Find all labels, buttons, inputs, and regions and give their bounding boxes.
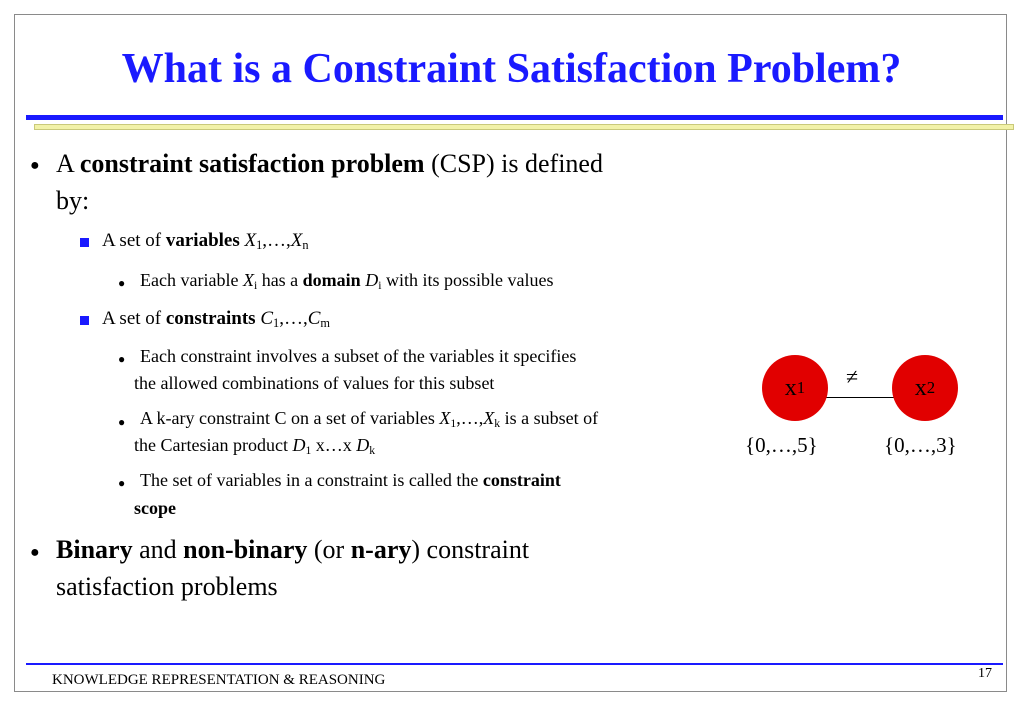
term-binary: Binary — [56, 535, 133, 564]
slide-title: What is a Constraint Satisfaction Problem? — [121, 46, 902, 92]
variable-node-x1 — [762, 355, 828, 421]
math-var: C — [260, 308, 274, 329]
footer-rule — [26, 663, 1003, 665]
text-fragment: ,…, — [456, 408, 484, 428]
bullet-dot-icon: ● — [30, 544, 40, 561]
text-fragment: with its possible values — [381, 270, 554, 290]
math-sub: k — [494, 416, 501, 430]
term-csp: constraint satisfaction problem — [79, 149, 425, 178]
math-sub: 1 — [305, 443, 312, 457]
text-fragment: (or — [307, 535, 351, 564]
term-constraints: constraints — [165, 308, 256, 329]
text-fragment: A k-ary constraint C on a set of variables — [140, 408, 440, 428]
text-fragment: has a — [257, 270, 303, 290]
text-fragment: (CSP) is defined — [424, 149, 603, 178]
text-fragment: A set of — [102, 230, 166, 251]
math-sub: i — [253, 278, 258, 292]
node-label: x — [784, 374, 797, 401]
subsubbullet-constraint-subset-cont: the allowed combinations of values for this subset — [134, 373, 495, 393]
text-fragment: the Cartesian product — [134, 435, 293, 455]
math-var: X — [483, 408, 495, 428]
math-sub: m — [320, 316, 330, 331]
bullet-dot-icon: ● — [118, 415, 126, 429]
text-fragment: and — [132, 535, 184, 564]
math-var: D — [365, 270, 379, 290]
term-non-binary: non-binary — [183, 535, 308, 564]
text-fragment: ,…, — [279, 308, 308, 329]
math-sub: n — [302, 238, 309, 253]
math-sub: 1 — [256, 238, 263, 253]
subsubbullet-kary-cont — [134, 435, 375, 457]
term-n-ary: n-ary — [350, 535, 412, 564]
term-variables: variables — [165, 230, 240, 251]
text-fragment: is a subset of — [500, 408, 599, 428]
bullet-dot-icon: ● — [118, 476, 126, 490]
subsubbullet-scope-cont: scope — [134, 498, 176, 518]
square-bullet-icon — [80, 238, 89, 247]
text-fragment: A set of — [102, 308, 166, 329]
constraint-edge — [825, 397, 895, 398]
math-var: C — [307, 308, 321, 329]
text-fragment: ) constraint — [411, 535, 530, 564]
bullet-dot-icon: ● — [30, 157, 40, 174]
node-sub: 2 — [926, 378, 936, 397]
subsubbullet-kary — [140, 408, 598, 430]
page-number: 17 — [978, 666, 992, 681]
subbullet-variables — [102, 230, 309, 252]
subsubbullet-domain — [140, 270, 553, 292]
bullet-binary — [56, 535, 529, 565]
math-sub: 1 — [450, 416, 457, 430]
term-constraint-scope: constraint — [482, 470, 561, 490]
math-var: D — [356, 435, 370, 455]
domain-x2: {0,…,3} — [884, 433, 957, 457]
math-var: X — [242, 270, 254, 290]
footer-course-title: KNOWLEDGE REPRESENTATION & REASONING — [52, 672, 386, 688]
subsubbullet-scope — [140, 470, 561, 491]
square-bullet-icon — [80, 316, 89, 325]
title-highlight-bar — [34, 124, 1014, 130]
node-label: x — [914, 374, 927, 401]
math-var: X — [439, 408, 451, 428]
node-sub: 1 — [796, 378, 806, 397]
text-fragment: ,…, — [262, 230, 291, 251]
bullet-csp-definition-cont: by: — [56, 186, 90, 215]
text-fragment: Each variable — [140, 270, 243, 290]
subbullet-constraints — [102, 308, 330, 330]
text-fragment: x…x — [311, 435, 357, 455]
bullet-dot-icon: ● — [118, 352, 126, 366]
subsubbullet-constraint-subset: Each constraint involves a subset of the variables it specifies — [140, 346, 577, 366]
math-sub: 1 — [273, 316, 280, 331]
math-var: D — [292, 435, 306, 455]
not-equal-label: ≠ — [846, 364, 859, 389]
math-sub: i — [378, 278, 382, 292]
text-fragment: A — [56, 149, 80, 178]
title-underline — [26, 115, 1003, 120]
math-var: X — [290, 230, 303, 251]
domain-x1: {0,…,5} — [745, 433, 818, 457]
math-var: X — [244, 230, 257, 251]
bullet-csp-definition — [56, 149, 603, 179]
variable-node-x2 — [892, 355, 958, 421]
bullet-dot-icon: ● — [118, 276, 126, 290]
term-domain: domain — [302, 270, 361, 290]
text-fragment: The set of variables in a constraint is called the — [140, 470, 483, 490]
bullet-binary-cont: satisfaction problems — [56, 572, 278, 601]
math-sub: k — [369, 443, 376, 457]
